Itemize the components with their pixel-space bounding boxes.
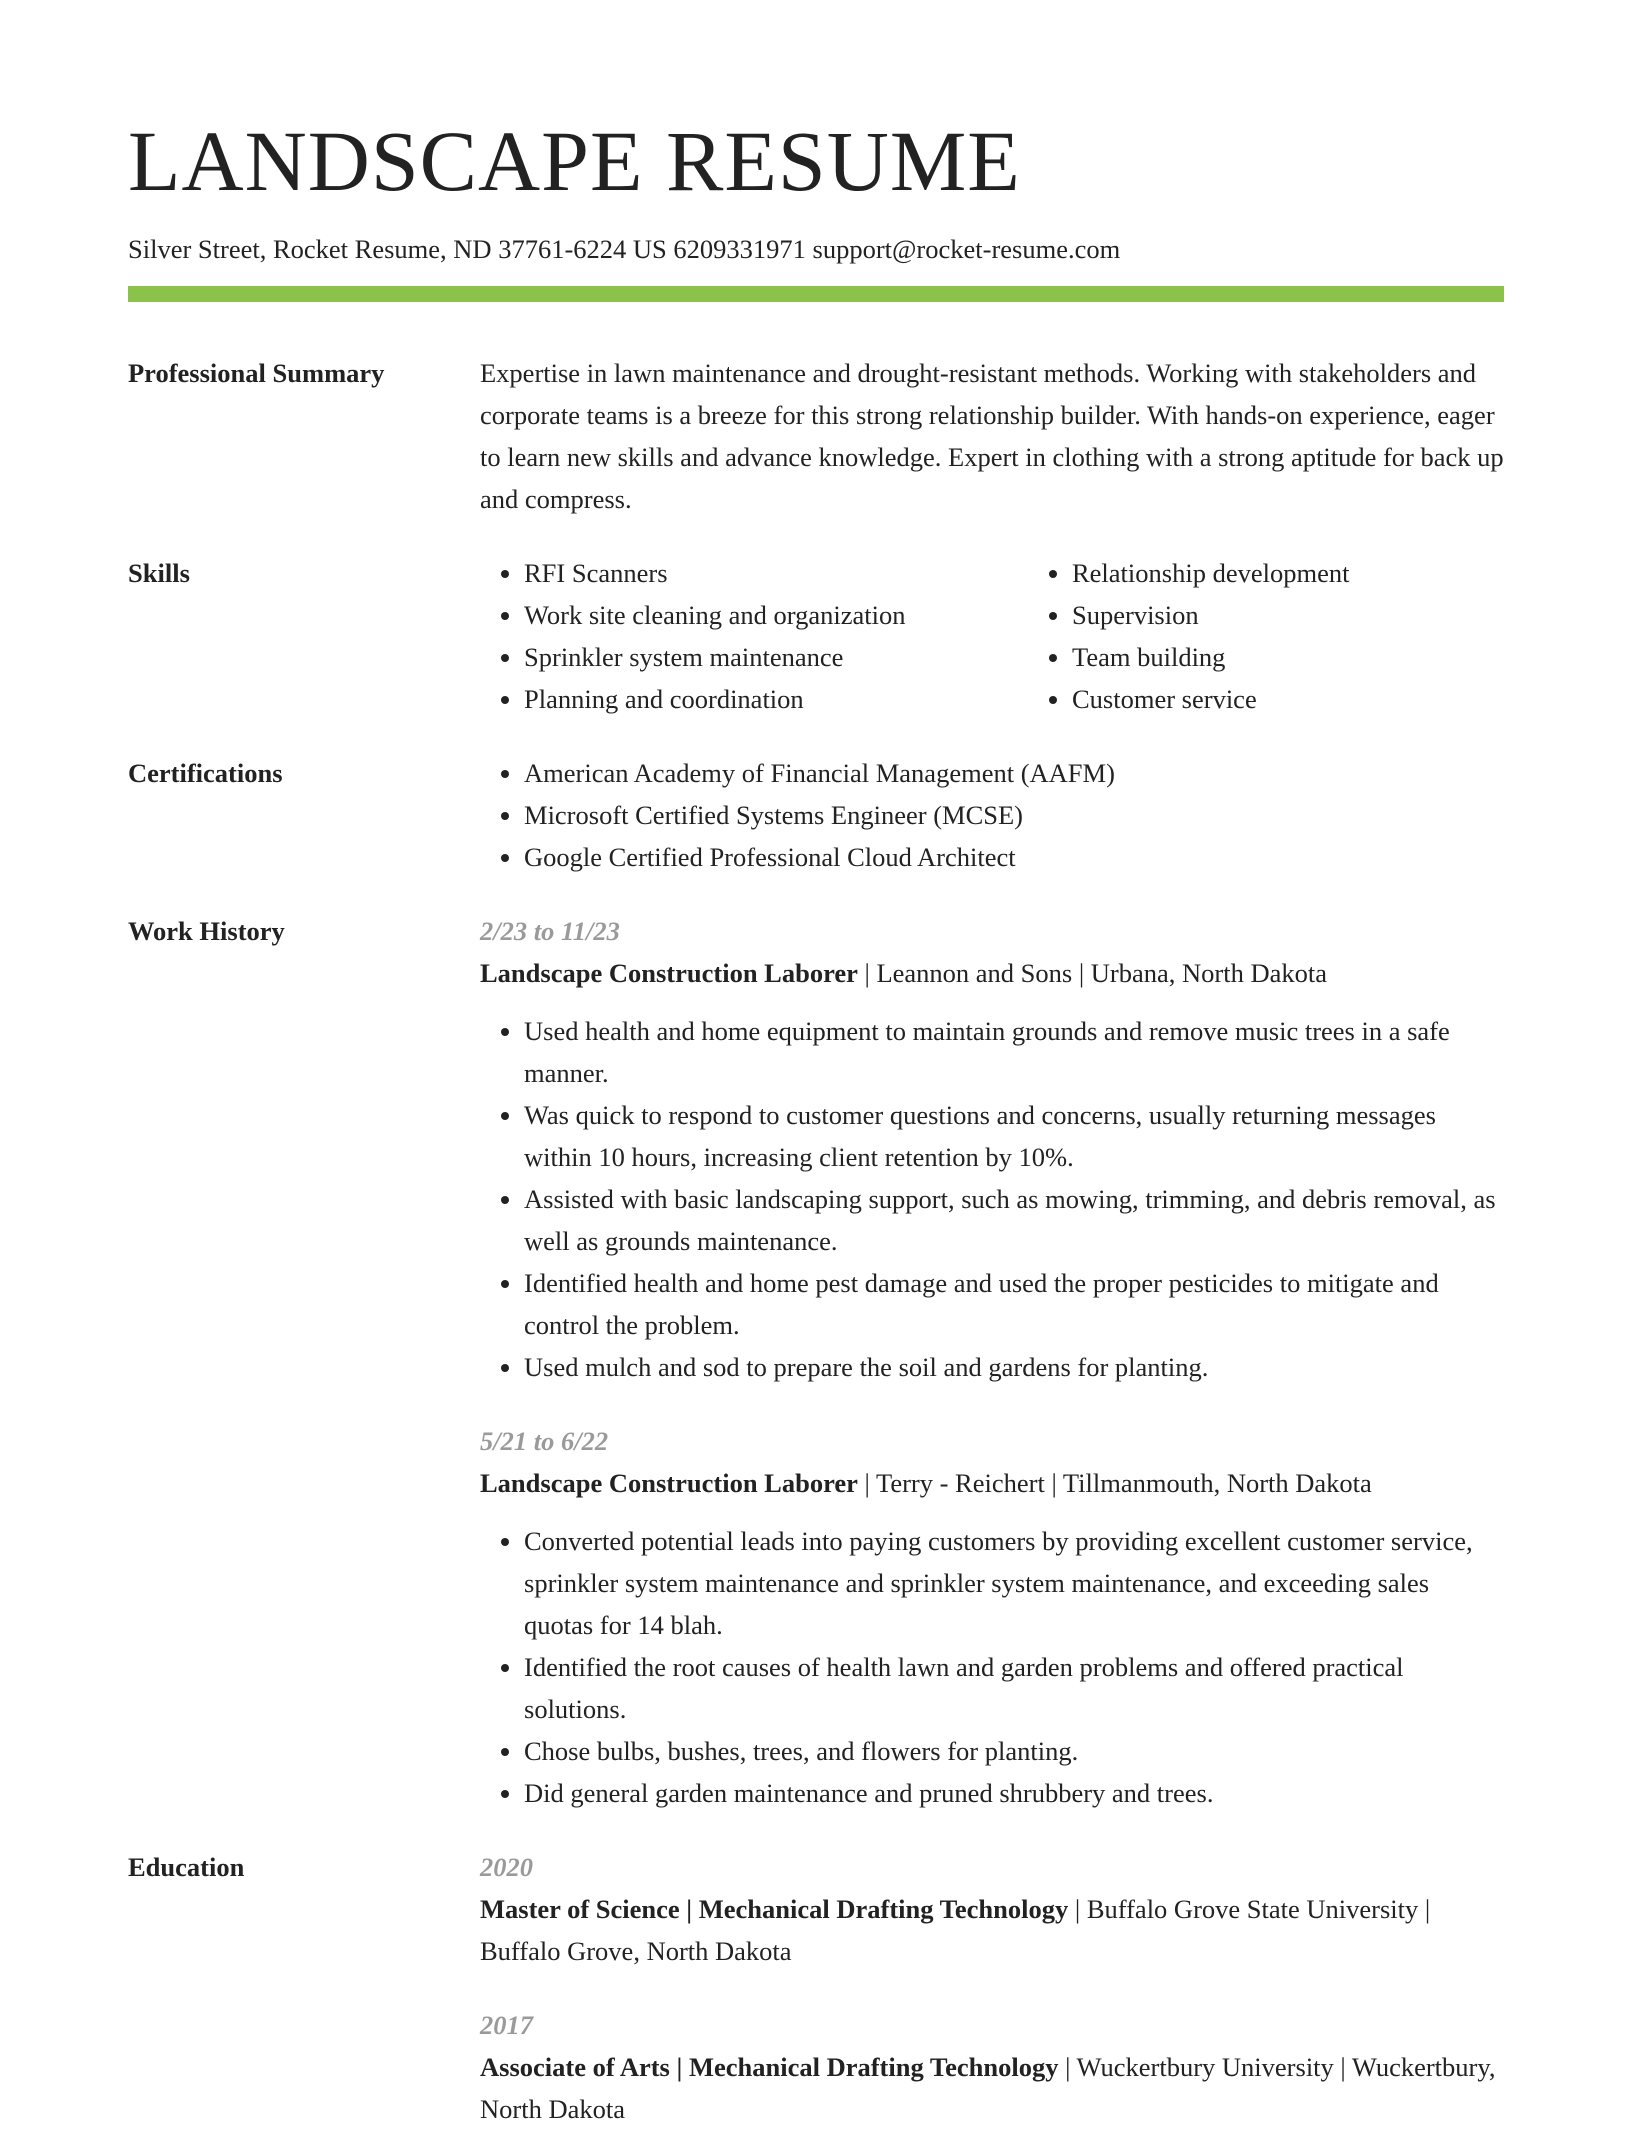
work-history-body (480, 910, 1504, 1814)
job-bullet: • Used mulch and sod to prepare the soil and gardens for planting. (524, 1346, 1504, 1388)
section-label: Skills (128, 557, 190, 588)
resume-title: LANDSCAPE RESUME (128, 113, 1021, 209)
skills-list-right (1028, 552, 1576, 720)
skills-grid (480, 552, 1504, 720)
skill-item: • Planning and coordination (524, 678, 1028, 720)
job-bullet: • Used health and home equipment to maintain grounds and remove music trees in a safe manner. (524, 1010, 1504, 1094)
section-label: Education (128, 1851, 245, 1882)
education-line (480, 2046, 1504, 2130)
job-bullet: • Converted potential leads into paying customers by providing excellent customer service, sprinkler system maintenance and sprinkler system maintenance, and exceeding sales quotas for 14 blah. (524, 1520, 1504, 1646)
job-bullets (480, 1520, 1504, 1814)
skill-item: • Supervision (1072, 594, 1576, 636)
skill-item: • Relationship development (1072, 552, 1576, 594)
section-skills (128, 552, 1504, 720)
resume-page (128, 0, 1504, 2130)
skill-item: • Team building (1072, 636, 1576, 678)
job-dates: 5/21 to 6/22 (480, 1425, 609, 1456)
summary-text: Expertise in lawn maintenance and drought-resistant methods. Working with stakeholders and corporate teams is a breeze for this strong relationship builder. With hands-on experience, eager to learn new skills and advance knowledge. Expert in clothing with a strong aptitude for back up and compress. (480, 357, 1504, 514)
job-details: | Leannon and Sons | Urbana, North Dakota (857, 957, 1328, 988)
job-bullet: • Identified the root causes of health lawn and garden problems and offered practical solutions. (524, 1646, 1504, 1730)
skills-list-left (480, 552, 1028, 720)
education-line (480, 1888, 1504, 1972)
job-dates: 2/23 to 11/23 (480, 915, 620, 946)
section-certifications (128, 752, 1504, 878)
job-bullet: • Did general garden maintenance and pruned shrubbery and trees. (524, 1772, 1504, 1814)
skill-item: • Work site cleaning and organization (524, 594, 1028, 636)
job-title: Landscape Construction Laborer (480, 1467, 858, 1498)
section-work-history (128, 910, 1504, 1814)
skill-item: • RFI Scanners (524, 552, 1028, 594)
education-details: | Buffalo Grove State University | Buffalo Grove, North Dakota (480, 1893, 1431, 1966)
certifications-list (480, 752, 1504, 878)
certification-item: • Microsoft Certified Systems Engineer (MCSE) (524, 794, 1504, 836)
section-label: Work History (128, 915, 285, 946)
job-bullets (480, 1010, 1504, 1388)
job-role-line (480, 952, 1504, 994)
skill-item: • Sprinkler system maintenance (524, 636, 1028, 678)
education-entry (480, 2004, 1504, 2130)
education-year: 2017 (480, 2009, 533, 2040)
education-body (480, 1846, 1504, 2130)
job-title: Landscape Construction Laborer (480, 957, 858, 988)
accent-divider (128, 286, 1504, 302)
education-degree: Associate of Arts | Mechanical Drafting Technology (480, 2051, 1059, 2082)
job-bullet: • Was quick to respond to customer questions and concerns, usually returning messages within 10 hours, increasing client retention by 10%. (524, 1094, 1504, 1178)
job-bullet: • Identified health and home pest damage and used the proper pesticides to mitigate and control the problem. (524, 1262, 1504, 1346)
certifications-body (480, 752, 1504, 878)
certification-item: • Google Certified Professional Cloud Architect (524, 836, 1504, 878)
section-education (128, 1846, 1504, 2130)
job-role-line (480, 1462, 1504, 1504)
skills-body (480, 552, 1504, 720)
job-bullet: • Assisted with basic landscaping support, such as mowing, trimming, and debris removal, as well as grounds maintenance. (524, 1178, 1504, 1262)
section-label: Certifications (128, 757, 283, 788)
section-label: Professional Summary (128, 357, 385, 388)
job-bullet: • Chose bulbs, bushes, trees, and flowers for planting. (524, 1730, 1504, 1772)
section-professional-summary (128, 352, 1504, 520)
job-details: | Terry - Reichert | Tillmanmouth, North Dakota (857, 1467, 1372, 1498)
education-details: | Wuckertbury University | Wuckertbury, North Dakota (480, 2051, 1496, 2124)
education-degree: Master of Science | Mechanical Drafting Technology (480, 1893, 1069, 1924)
education-year: 2020 (480, 1851, 533, 1882)
job-entry (480, 1420, 1504, 1814)
skill-item: • Customer service (1072, 678, 1576, 720)
job-entry (480, 910, 1504, 1388)
education-entry (480, 1846, 1504, 1972)
contact-line: Silver Street, Rocket Resume, ND 37761-6224 US 6209331971 support@rocket-resume.com (128, 234, 1121, 264)
certification-item: • American Academy of Financial Management (AAFM) (524, 752, 1504, 794)
